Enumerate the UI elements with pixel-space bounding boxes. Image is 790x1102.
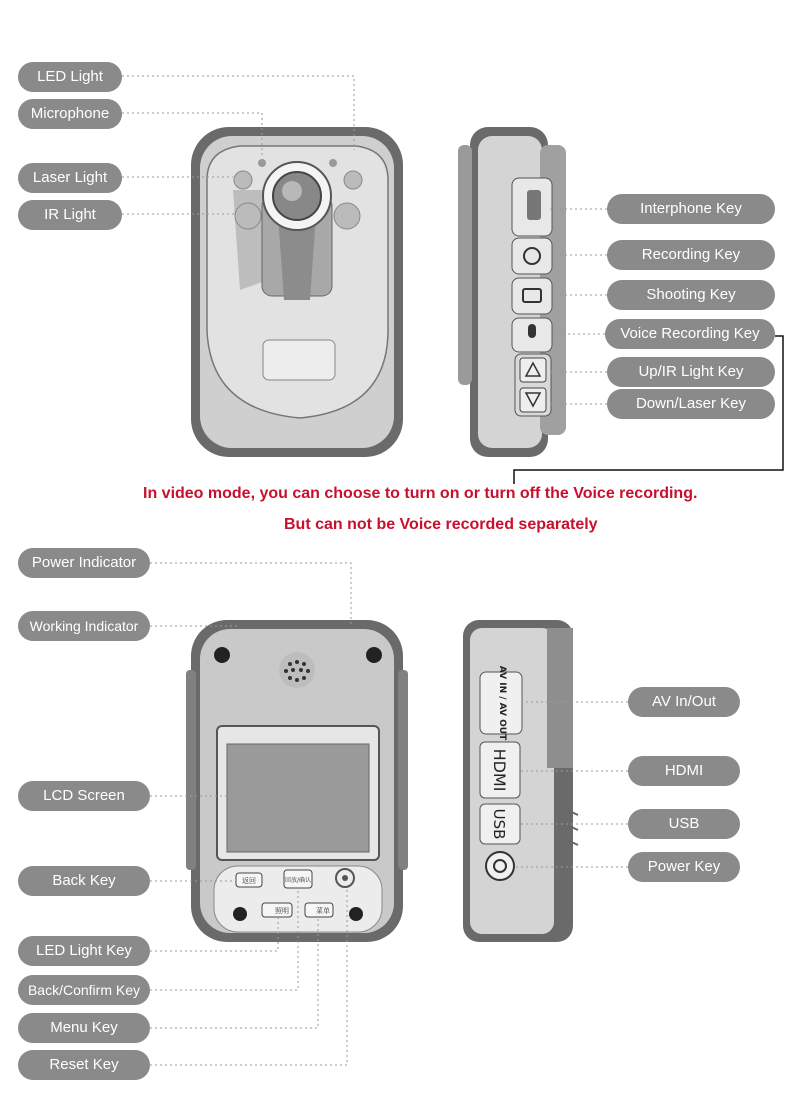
label-laser-light: Laser Light <box>18 163 122 193</box>
btn-menu-text: 菜单 <box>316 907 330 915</box>
side-view-keys <box>458 127 566 457</box>
label-back-key: Back Key <box>18 866 150 896</box>
btn-confirm-text: 回放/确认 <box>284 877 312 884</box>
label-menu-key: Menu Key <box>18 1013 150 1043</box>
label-up-ir-light-key: Up/IR Light Key <box>607 357 775 387</box>
btn-back-text: 返回 <box>242 877 256 885</box>
port-hdmi-text: HDMI <box>490 748 509 792</box>
voice-note-line-1: In video mode, you can choose to turn on or turn off the Voice recording. <box>143 485 698 502</box>
port-usb-text: USB <box>490 808 508 840</box>
port-av-text: AV IN / AV OUT <box>497 665 507 741</box>
back-view-camera <box>186 620 408 942</box>
label-power-key: Power Key <box>628 852 740 882</box>
side-view-ports <box>463 620 578 942</box>
label-hdmi: HDMI <box>628 756 740 786</box>
label-microphone: Microphone <box>18 99 122 129</box>
label-down-laser-key: Down/Laser Key <box>607 389 775 419</box>
label-back-confirm-key: Back/Confirm Key <box>18 975 150 1005</box>
label-led-light: LED Light <box>18 62 122 92</box>
label-shooting-key: Shooting Key <box>607 280 775 310</box>
label-ir-light: IR Light <box>18 200 122 230</box>
label-voice-recording-key: Voice Recording Key <box>605 319 775 349</box>
label-av-in-out: AV In/Out <box>628 687 740 717</box>
label-usb: USB <box>628 809 740 839</box>
label-interphone-key: Interphone Key <box>607 194 775 224</box>
label-power-indicator: Power Indicator <box>18 548 150 578</box>
voice-note-line-2: But can not be Voice recorded separately <box>284 516 598 533</box>
label-recording-key: Recording Key <box>607 240 775 270</box>
label-lcd-screen: LCD Screen <box>18 781 150 811</box>
btn-led-text: 照明 <box>275 907 289 915</box>
label-reset-key: Reset Key <box>18 1050 150 1080</box>
label-working-indicator: Working Indicator <box>18 611 150 641</box>
label-led-light-key: LED Light Key <box>18 936 150 966</box>
